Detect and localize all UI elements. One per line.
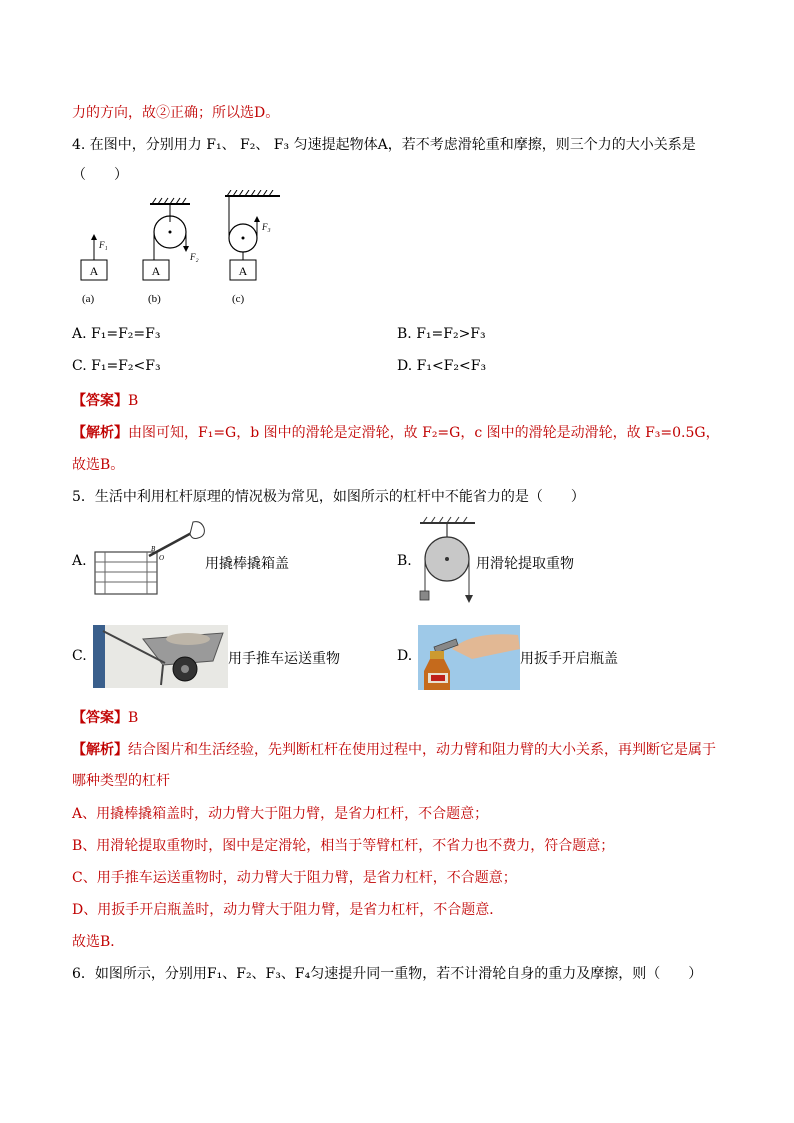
question-4-blank: （ ）	[72, 167, 128, 183]
q4-pulley-figure	[70, 190, 300, 310]
svg-text:A: A	[238, 264, 248, 278]
label-f3: F₃	[262, 222, 271, 232]
question-4-text: 4. 在图中，分别用力 F₁、 F₂、 F₃ 匀速提起物体A，若不考虑滑轮重和摩擦，则三个力的大小关系是	[72, 137, 696, 153]
q5-answer: 【答案】B	[72, 710, 139, 726]
q5-analysis-line5: C、用手推车运送重物时，动力臂大于阻力臂，是省力杠杆，不合题意；	[72, 870, 517, 886]
label-B: B	[151, 545, 156, 553]
q5-option-d-label: 用扳手开启瓶盖	[520, 651, 618, 667]
crate-crowbar-image	[93, 518, 208, 598]
q4-fig-c	[225, 190, 280, 305]
q4-fig-a	[81, 234, 108, 305]
q4-analysis-line1: 【解析】由图可知，F₁=G，b 图中的滑轮是定滑轮，故 F₂=G，c 图中的滑轮是动滑轮，故 F₃=0.5G，	[72, 425, 720, 441]
fixed-pulley-image	[415, 515, 480, 607]
answer-tag: 【答案】	[72, 393, 128, 409]
q5-option-d-letter: D.	[397, 648, 413, 664]
caption-c: (c)	[232, 293, 245, 305]
caption-b: (b)	[148, 293, 161, 305]
label-f2: F₂	[190, 252, 199, 262]
label-f1: F₁	[99, 240, 108, 250]
question-5-text: 5．生活中利用杠杆原理的情况极为常见，如图所示的杠杆中不能省力的是（ ）	[72, 489, 585, 505]
answer-value: B	[128, 393, 139, 409]
q5-option-c-letter: C.	[72, 648, 87, 664]
wheelbarrow-image	[93, 625, 228, 688]
q4-option-c: C. F₁=F₂<F₃	[72, 358, 161, 374]
q5-analysis-line4: B、用滑轮提取重物时，图中是定滑轮，相当于等臂杠杆，不省力也不费力，符合题意；	[72, 838, 615, 854]
caption-a: (a)	[82, 293, 95, 305]
q5-analysis-line3: A、用撬棒撬箱盖时，动力臂大于阻力臂，是省力杠杆，不合题意；	[72, 806, 489, 822]
prev-analysis-tail: 力的方向，故②正确；所以选D。	[72, 105, 280, 121]
q5-analysis-line6: D、用扳手开启瓶盖时，动力臂大于阻力臂，是省力杠杆，不合题意．	[72, 902, 504, 918]
q4-fig-b	[143, 198, 199, 305]
q5-analysis-line1: 【解析】结合图片和生活经验，先判断杠杆在使用过程中，动力臂和阻力臂的大小关系，再判断它是属于	[72, 742, 716, 758]
q4-analysis-line2: 故选B。	[72, 457, 125, 473]
svg-text:A: A	[151, 264, 161, 278]
q5-analysis-line2: 哪种类型的杠杆	[72, 773, 170, 789]
label-O: O	[159, 554, 165, 562]
q5-option-b-label: 用滑轮提取重物	[476, 556, 574, 572]
q4-option-b: B. F₁=F₂>F₃	[397, 326, 486, 342]
q5-option-b-letter: B.	[397, 553, 412, 569]
box-a-label: A	[89, 264, 99, 278]
q4-option-d: D. F₁<F₂<F₃	[397, 358, 487, 374]
q5-option-a-label: 用撬棒撬箱盖	[205, 556, 289, 572]
bottle-opener-image	[418, 625, 520, 690]
q5-option-c-label: 用手推车运送重物	[228, 651, 340, 667]
question-6-text: 6．如图所示，分别用F₁、F₂、F₃、F₄匀速提升同一重物，若不计滑轮自身的重力及摩擦，则（ ）	[72, 966, 703, 982]
q4-option-a: A. F₁=F₂=F₃	[72, 326, 161, 342]
q5-analysis-line7: 故选B．	[72, 934, 125, 950]
q4-answer	[72, 390, 138, 410]
analysis-tag: 【解析】	[72, 425, 128, 441]
q5-option-a-letter: A.	[72, 553, 87, 569]
